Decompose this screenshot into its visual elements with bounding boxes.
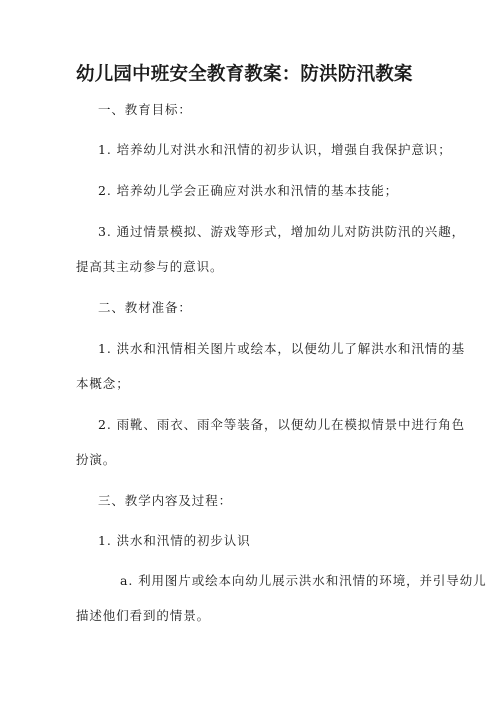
- goal-item-3-line-2: 提高其主动参与的意识。: [76, 259, 224, 274]
- material-item-2-line-1: 2. 雨靴、雨衣、雨伞等装备，以便幼儿在模拟情景中进行角色: [98, 417, 466, 432]
- goal-item-2: 2. 培养幼儿学会正确应对洪水和汛情的基本技能；: [98, 183, 399, 198]
- goal-item-1: 1. 培养幼儿对洪水和汛情的初步认识，增强自我保护意识；: [98, 142, 452, 157]
- material-item-1-line-1: 1. 洪水和汛情相关图片或绘本，以便幼儿了解洪水和汛情的基: [98, 341, 466, 356]
- material-item-2-line-2: 扮演。: [76, 452, 117, 467]
- content-item-1: 1. 洪水和汛情的初步认识: [98, 533, 251, 548]
- section-heading-materials: 二、教材准备：: [98, 300, 192, 315]
- material-item-1-line-2: 本概念；: [76, 376, 130, 391]
- section-heading-content: 三、教学内容及过程：: [98, 493, 233, 508]
- goal-item-3-line-1: 3. 通过情景模拟、游戏等形式，增加幼儿对防洪防汛的兴趣，: [98, 224, 466, 239]
- document-title: 幼儿园中班安全教育教案：防洪防汛教案: [76, 64, 413, 85]
- content-subitem-1a-line-1: a. 利用图片或绘本向幼儿展示洪水和汛情的环境，并引导幼儿: [120, 573, 487, 588]
- section-heading-goals: 一、教育目标：: [98, 102, 192, 117]
- content-subitem-1a-line-2: 描述他们看到的情景。: [76, 608, 211, 623]
